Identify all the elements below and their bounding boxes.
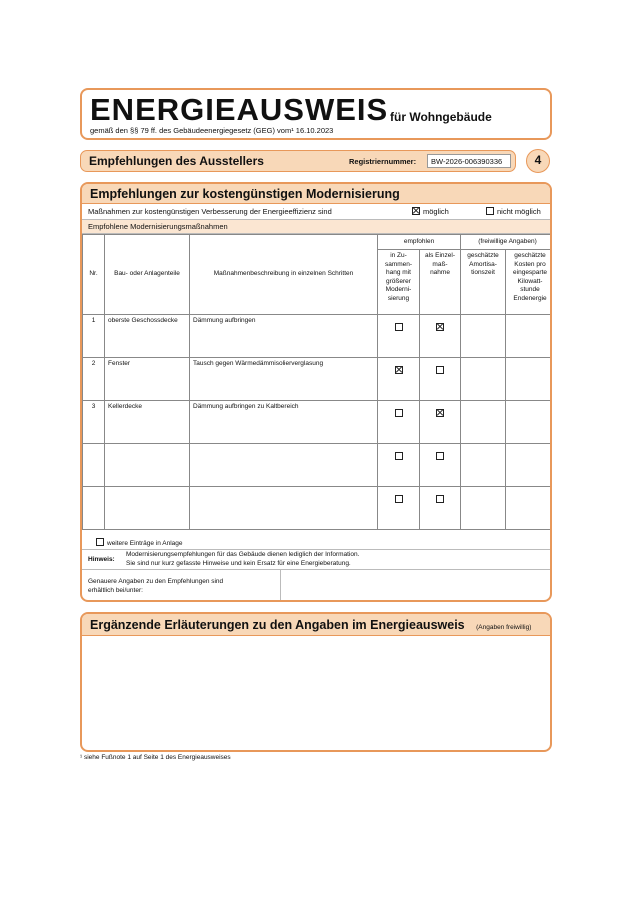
explanations-note: (Angaben freiwillig) bbox=[476, 624, 532, 631]
additional-entries-row[interactable] bbox=[82, 534, 550, 550]
explanations-section bbox=[80, 612, 552, 752]
details-line-2: erhältlich bei/unter: bbox=[88, 587, 143, 594]
table-row bbox=[83, 444, 553, 487]
costs-cell[interactable] bbox=[506, 444, 552, 487]
details-row bbox=[82, 570, 550, 602]
recommended-measures-header bbox=[82, 220, 550, 234]
row-part: Kellerdecke bbox=[105, 401, 190, 444]
group-recommended: empfohlen bbox=[378, 235, 461, 250]
table-row bbox=[83, 401, 553, 444]
row-nr: 3 bbox=[83, 401, 105, 444]
single-checkbox[interactable] bbox=[436, 452, 444, 460]
row-part: oberste Geschossdecke bbox=[105, 315, 190, 358]
document-subtitle: für Wohngebäude bbox=[390, 110, 492, 124]
modernization-title: Empfehlungen zur kostengünstigen Modernisierung bbox=[82, 184, 550, 204]
col-part: Bau- oder Anlagenteile bbox=[105, 235, 190, 315]
col-nr: Nr. bbox=[83, 235, 105, 315]
row-desc: Dämmung aufbringen bbox=[190, 315, 378, 358]
details-divider bbox=[280, 570, 281, 602]
combined-checkbox[interactable] bbox=[395, 323, 403, 331]
additional-entries-checkbox[interactable] bbox=[96, 538, 104, 546]
explanations-field[interactable] bbox=[86, 640, 546, 748]
combined-checkbox[interactable] bbox=[395, 366, 403, 374]
costs-cell[interactable] bbox=[506, 358, 552, 401]
amortization-cell[interactable] bbox=[461, 358, 506, 401]
group-optional: (freiwillige Angaben) bbox=[461, 235, 552, 250]
document-title: ENERGIEAUSWEIS bbox=[90, 92, 389, 127]
not-possible-checkbox[interactable] bbox=[486, 207, 494, 215]
col-combined: in Zu-sammen-hang mit größerer Moderni-sierung bbox=[378, 250, 420, 315]
possible-checkbox[interactable] bbox=[412, 207, 420, 215]
explanations-title: Ergänzende Erläuterungen zu den Angaben im Energieausweis bbox=[90, 618, 465, 632]
col-amortization: geschätzte Amortisa-tionszeit bbox=[461, 250, 506, 315]
explanations-header bbox=[82, 614, 550, 636]
costs-cell[interactable] bbox=[506, 401, 552, 444]
notice-row bbox=[82, 550, 550, 570]
aussteller-title: Empfehlungen des Ausstellers bbox=[89, 154, 264, 168]
col-costs: geschätzte Kosten pro eingesparte Kilowatt-stunde Endenergie bbox=[506, 250, 552, 315]
measures-row bbox=[82, 204, 550, 220]
option-possible[interactable] bbox=[412, 207, 449, 216]
costs-cell[interactable] bbox=[506, 487, 552, 530]
col-single: als Einzel-maß-nahme bbox=[420, 250, 461, 315]
footnote: ¹ siehe Fußnote 1 auf Seite 1 des Energieausweises bbox=[80, 754, 231, 761]
amortization-cell[interactable] bbox=[461, 487, 506, 530]
measures-table bbox=[82, 234, 552, 530]
table-row bbox=[83, 358, 553, 401]
row-nr: 1 bbox=[83, 315, 105, 358]
single-checkbox[interactable] bbox=[436, 495, 444, 503]
details-line-1: Genauere Angaben zu den Empfehlungen sind bbox=[88, 578, 224, 585]
row-part bbox=[105, 487, 190, 530]
modernization-section bbox=[80, 182, 552, 602]
row-desc: Tausch gegen Wärmedämmisolierverglasung bbox=[190, 358, 378, 401]
table-row bbox=[83, 487, 553, 530]
law-reference: gemäß den §§ 79 ff. des Gebäudeenergiegesetz (GEG) vom¹ 16.10.2023 bbox=[90, 126, 334, 135]
row-part: Fenster bbox=[105, 358, 190, 401]
row-nr bbox=[83, 444, 105, 487]
header-box bbox=[80, 88, 552, 140]
single-checkbox[interactable] bbox=[436, 323, 444, 331]
combined-checkbox[interactable] bbox=[395, 495, 403, 503]
page-number-badge: 4 bbox=[526, 149, 550, 173]
registration-label: Registriernummer: bbox=[349, 157, 417, 166]
recommended-label: Empfohlene Modernisierungsmaßnahmen bbox=[88, 222, 228, 231]
row-desc bbox=[190, 487, 378, 530]
single-checkbox[interactable] bbox=[436, 409, 444, 417]
details-field[interactable] bbox=[282, 572, 550, 602]
amortization-cell[interactable] bbox=[461, 315, 506, 358]
not-possible-label: nicht möglich bbox=[497, 207, 541, 216]
notice-line-1: Modernisierungsempfehlungen für das Gebäude dienen lediglich der Information. bbox=[126, 551, 360, 558]
notice-line-2: Sie sind nur kurz gefasste Hinweise und kein Ersatz für eine Energieberatung. bbox=[126, 560, 351, 567]
possible-label: möglich bbox=[423, 207, 449, 216]
table-row bbox=[83, 315, 553, 358]
row-nr bbox=[83, 487, 105, 530]
measures-label: Maßnahmen zur kostengünstigen Verbesserung der Energieeffizienz sind bbox=[88, 207, 332, 216]
combined-checkbox[interactable] bbox=[395, 452, 403, 460]
costs-cell[interactable] bbox=[506, 315, 552, 358]
combined-checkbox[interactable] bbox=[395, 409, 403, 417]
row-desc: Dämmung aufbringen zu Kaltbereich bbox=[190, 401, 378, 444]
single-checkbox[interactable] bbox=[436, 366, 444, 374]
row-part bbox=[105, 444, 190, 487]
amortization-cell[interactable] bbox=[461, 401, 506, 444]
amortization-cell[interactable] bbox=[461, 444, 506, 487]
row-desc bbox=[190, 444, 378, 487]
additional-entries-label: weitere Einträge in Anlage bbox=[107, 540, 183, 547]
option-not-possible[interactable] bbox=[486, 207, 541, 216]
col-desc: Maßnahmenbeschreibung in einzelnen Schritten bbox=[190, 235, 378, 315]
row-nr: 2 bbox=[83, 358, 105, 401]
aussteller-bar bbox=[80, 150, 516, 172]
notice-label: Hinweis: bbox=[88, 556, 115, 563]
registration-number: BW-2026-006390336 bbox=[427, 154, 511, 168]
